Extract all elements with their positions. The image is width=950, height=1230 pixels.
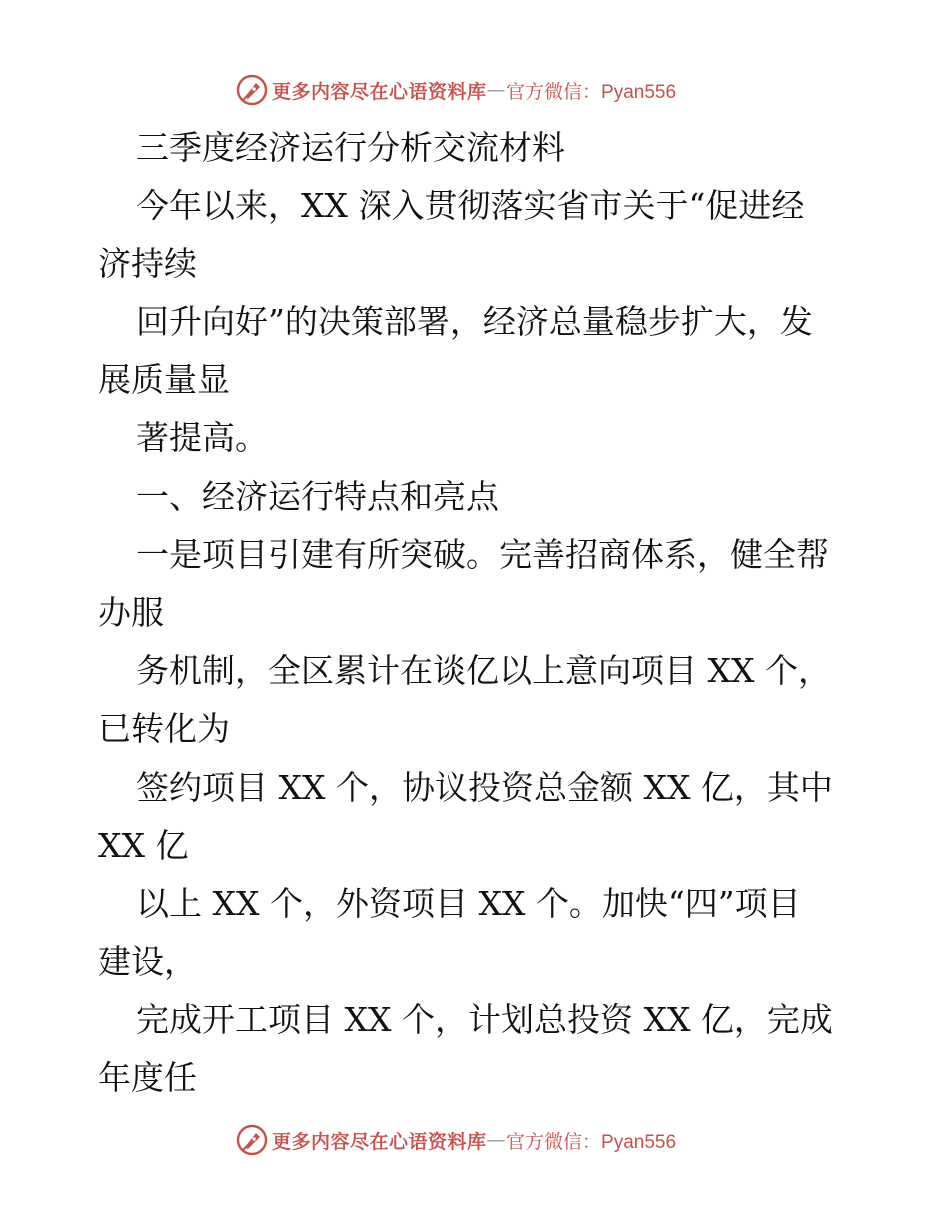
banner-wechat-id: 官方微信：Pyan556 — [506, 1131, 677, 1153]
text-line: 务机制，全区累计在谈亿以上意向项目 XX 个， — [136, 651, 831, 690]
text-line: 回升向好”的决策部署，经济总量稳步扩大，发 — [136, 302, 813, 341]
pen-nib-logo-icon — [236, 1124, 268, 1156]
banner-separator: — — [486, 79, 507, 101]
text-line: 办服 — [98, 593, 164, 632]
header-banner — [236, 73, 676, 107]
text-line: XX 亿 — [98, 826, 189, 865]
section-heading: 一、经济运行特点和亮点 — [136, 477, 499, 516]
banner-site-name: 更多内容尽在心语资料库 — [272, 1130, 487, 1153]
text-line: 已转化为 — [98, 709, 230, 748]
text-line: 签约项目 XX 个，协议投资总金额 XX 亿，其中 — [136, 768, 833, 807]
text-line: 展质量显 — [98, 360, 230, 399]
text-line: 年度任 — [98, 1058, 197, 1097]
banner-site-name: 更多内容尽在心语资料库 — [272, 80, 487, 103]
text-line: 完成开工项目 XX 个，计划总投资 XX 亿，完成 — [136, 1000, 833, 1039]
pen-nib-logo-icon — [236, 74, 268, 106]
banner-wechat-id: 官方微信：Pyan556 — [506, 81, 677, 103]
banner-separator: — — [486, 1129, 507, 1151]
text-line: 著提高。 — [136, 418, 268, 457]
footer-banner — [236, 1123, 676, 1157]
text-line: 今年以来，XX 深入贯彻落实省市关于“促进经 — [136, 186, 805, 225]
text-line: 一是项目引建有所突破。完善招商体系，健全帮 — [136, 535, 829, 574]
text-line: 以上 XX 个，外资项目 XX 个。加快“四”项目 — [136, 884, 801, 923]
text-line: 济持续 — [98, 244, 197, 283]
text-line: 建设， — [98, 942, 197, 981]
document-title: 三季度经济运行分析交流材料 — [136, 128, 565, 167]
